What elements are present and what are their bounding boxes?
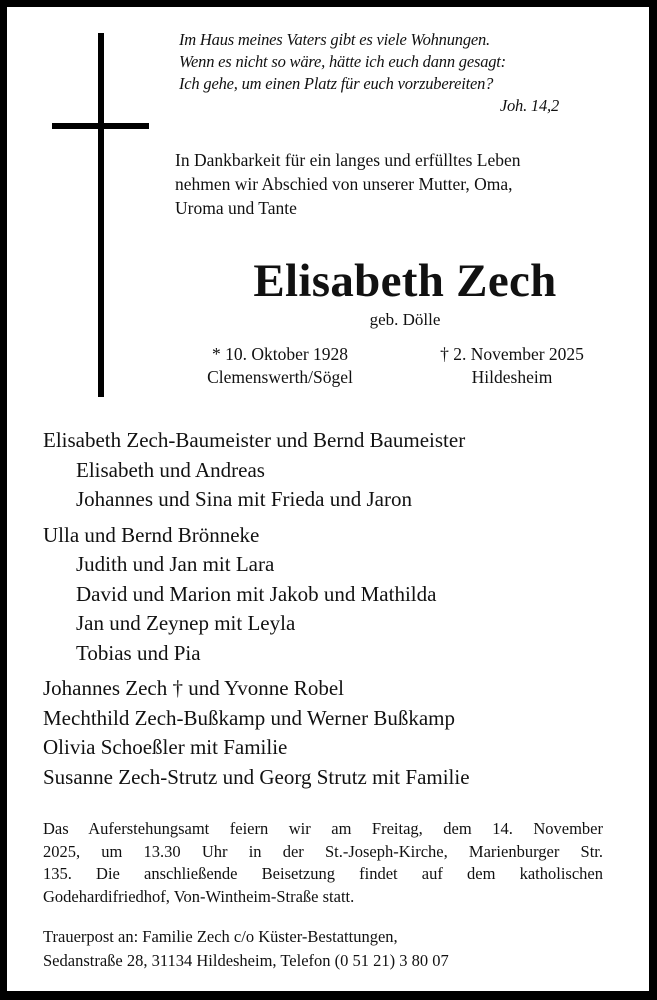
- intro-text: [175, 148, 615, 220]
- family-others: [43, 674, 643, 792]
- service-line: 135. Die anschließende Beisetzung findet auf dem katholischen: [43, 864, 603, 883]
- verse-reference: Joh. 14,2: [499, 96, 559, 115]
- bible-verse: [179, 29, 559, 117]
- service-line: 2025, um 13.30 Uhr in der St.-Joseph-Kirche, Marienburger Str.: [43, 841, 603, 861]
- address-line: Sedanstraße 28, 31134 Hildesheim, Telefon (0 51 21) 3 80 07: [43, 951, 449, 970]
- service-info: [43, 818, 603, 908]
- family-member: Tobias und Pia: [76, 640, 201, 665]
- family-head: Ulla und Bernd Brönneke: [43, 522, 260, 547]
- cross-icon-vertical: [98, 33, 104, 397]
- death-place: Hildesheim: [471, 367, 553, 387]
- family-member: Elisabeth und Andreas: [76, 457, 265, 482]
- condolence-address: [43, 925, 603, 973]
- birth-info: [175, 343, 385, 389]
- cross-icon-horizontal: [52, 123, 149, 129]
- family-other: Susanne Zech-Strutz und Georg Strutz mit Familie: [43, 764, 470, 789]
- service-line: Das Auferstehungsamt feiern wir am Freitag, dem 14. November: [43, 819, 603, 838]
- deceased-name: Elisabeth Zech: [253, 255, 557, 307]
- verse-line: Ich gehe, um einen Platz für euch vorzubereiten?: [179, 74, 494, 93]
- death-date: † 2. November 2025: [440, 344, 584, 364]
- family-group: [43, 521, 643, 669]
- death-info: [407, 343, 617, 389]
- obituary-notice: [7, 7, 649, 991]
- intro-line: In Dankbarkeit für ein langes und erfülltes Leben: [175, 150, 521, 170]
- birth-place: Clemenswerth/Sögel: [207, 367, 353, 387]
- intro-line: nehmen wir Abschied von unserer Mutter, Oma,: [175, 174, 513, 194]
- family-other: Mechthild Zech-Bußkamp und Werner Bußkamp: [43, 705, 455, 730]
- intro-line: Uroma und Tante: [175, 198, 297, 218]
- family-head: Elisabeth Zech-Baumeister und Bernd Baumeister: [43, 428, 466, 452]
- birth-date: * 10. Oktober 1928: [211, 344, 349, 364]
- maiden-name: geb. Dölle: [369, 310, 441, 329]
- family-member: Jan und Zeynep mit Leyla: [76, 611, 296, 635]
- family-list: [43, 426, 643, 798]
- family-member: Judith und Jan mit Lara: [76, 552, 275, 576]
- family-member: Johannes und Sina mit Frieda und Jaron: [76, 487, 412, 511]
- address-line: Trauerpost an: Familie Zech c/o Küster-Bestattungen,: [43, 927, 398, 946]
- family-other: Olivia Schoeßler mit Familie: [43, 735, 288, 759]
- verse-line: Im Haus meines Vaters gibt es viele Wohnungen.: [179, 30, 490, 49]
- verse-line: Wenn es nicht so wäre, hätte ich euch dann gesagt:: [179, 52, 506, 71]
- family-member: David und Marion mit Jakob und Mathilda: [76, 581, 437, 606]
- family-group: [43, 426, 643, 515]
- family-other: Johannes Zech † und Yvonne Robel: [43, 676, 344, 700]
- service-line: Godehardifriedhof, Von-Wintheim-Straße statt.: [43, 886, 355, 906]
